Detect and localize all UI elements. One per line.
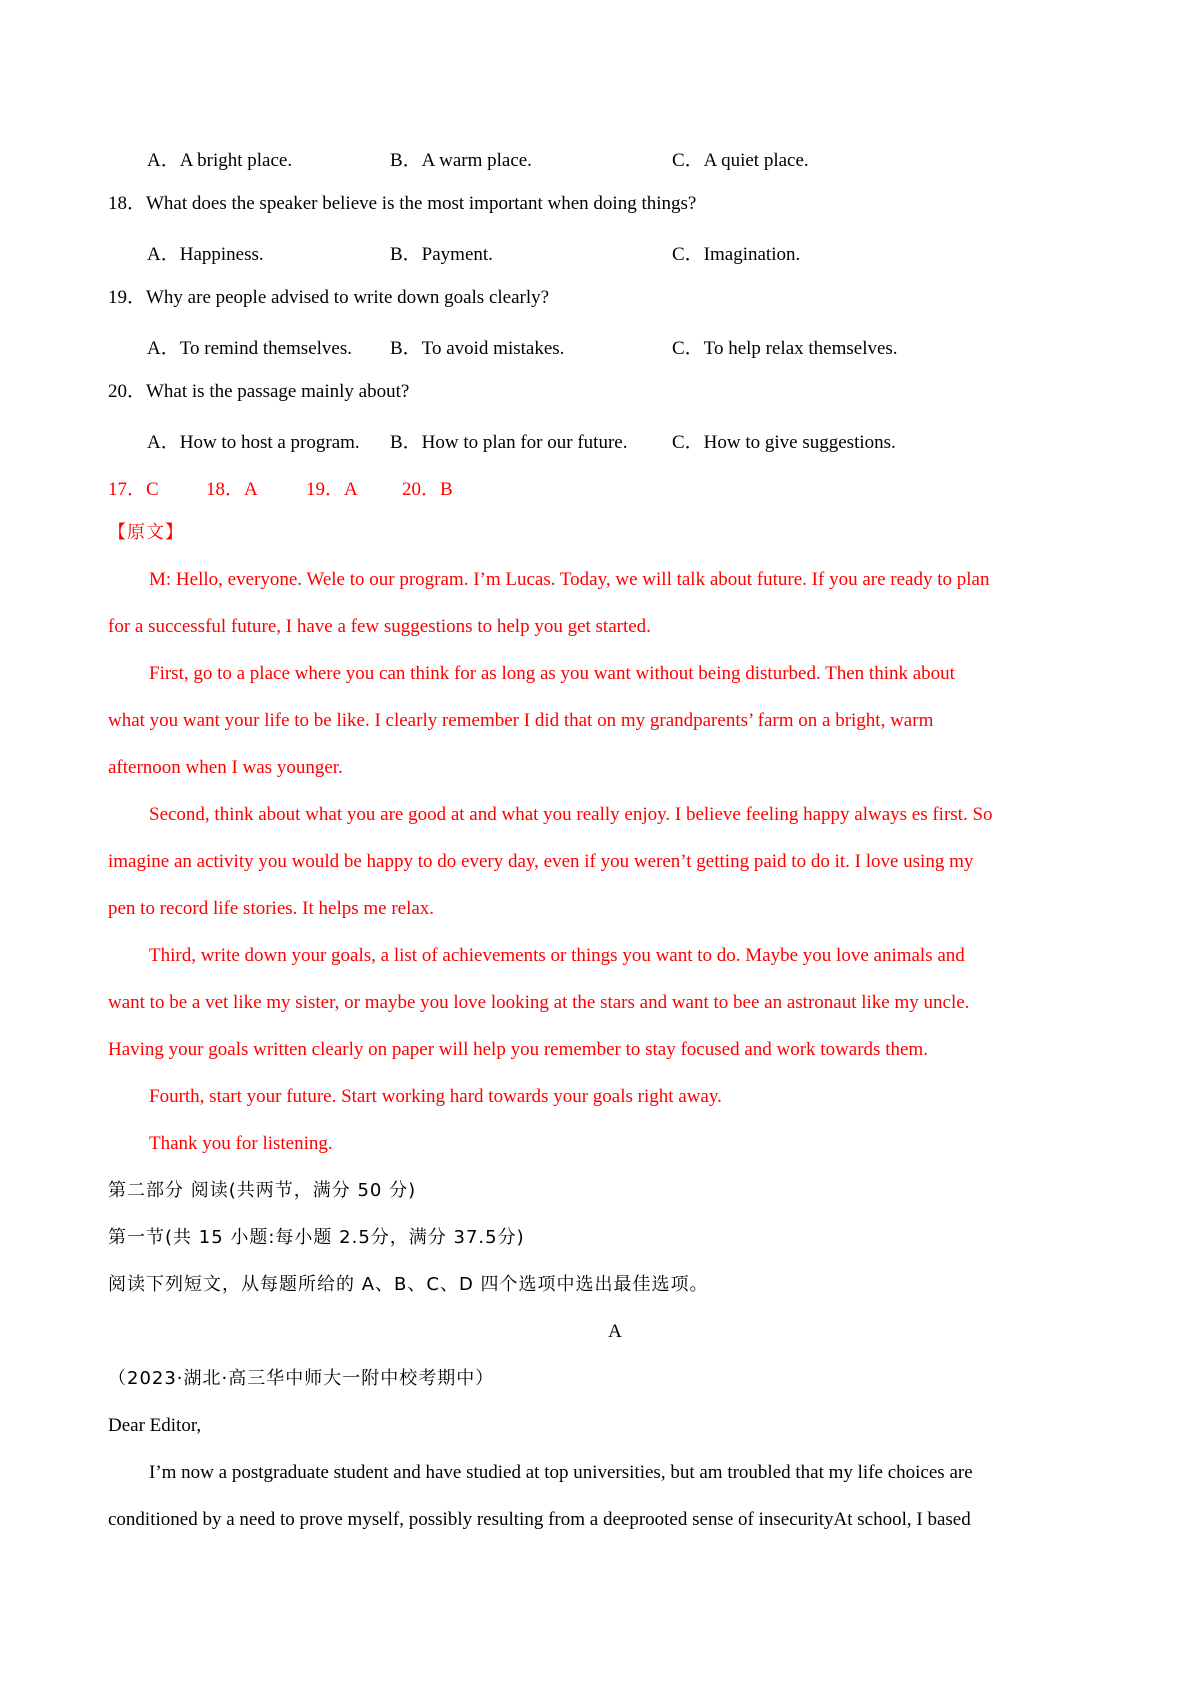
transcript-line: for a successful future, I have a few suggestions to help you get started. [108, 616, 651, 637]
transcript-line: Having your goals written clearly on paper will help you remember to stay focused and work towards them. [108, 1039, 928, 1060]
passage-line: I’m now a postgraduate student and have studied at top universities, but am troubled that my life choices are [149, 1462, 973, 1483]
q17-option-c: C．A quiet place. [672, 150, 809, 171]
letter-salutation: Dear Editor, [108, 1415, 202, 1436]
transcript-line: M: Hello, everyone. Wele to our program. I’m Lucas. Today, we will talk about future. If you are ready to plan [149, 569, 990, 590]
part2-title: 第二部分 阅读(共两节，满分 50 分) [108, 1180, 417, 1201]
transcript-line: Third, write down your goals, a list of achievements or things you want to do. Maybe you love animals and [149, 945, 965, 966]
transcript-line: First, go to a place where you can think for as long as you want without being disturbed. Then think about [149, 663, 955, 684]
transcript-line: Fourth, start your future. Start working hard towards your goals right away. [149, 1086, 722, 1107]
q20-option-a: A．How to host a program. [147, 432, 360, 453]
q20-question: 20．What is the passage mainly about? [108, 381, 410, 402]
transcript-line: afternoon when I was younger. [108, 757, 343, 778]
transcript-line: what you want your life to be like. I clearly remember I did that on my grandparents’ farm on a bright, warm [108, 710, 934, 731]
passage-label: A [608, 1321, 622, 1342]
q19-option-c: C．To help relax themselves. [672, 338, 898, 359]
answer-20: 20．B [402, 479, 453, 500]
q20-option-b: B．How to plan for our future. [390, 432, 628, 453]
q18-question: 18．What does the speaker believe is the most important when doing things? [108, 193, 697, 214]
answer-18: 18．A [206, 479, 258, 500]
q18-option-a: A．Happiness. [147, 244, 264, 265]
q17-option-a: A．A bright place. [147, 150, 293, 171]
q18-option-c: C．Imagination. [672, 244, 801, 265]
transcript-line: want to be a vet like my sister, or maybe you love looking at the stars and want to bee an astronaut like my uncle. [108, 992, 970, 1013]
transcript-heading: 【原文】 [108, 522, 184, 543]
reading-instruction: 阅读下列短文，从每题所给的 A、B、C、D 四个选项中选出最佳选项。 [108, 1274, 709, 1295]
q19-option-a: A．To remind themselves. [147, 338, 352, 359]
q19-question: 19．Why are people advised to write down goals clearly? [108, 287, 550, 308]
answer-19: 19．A [306, 479, 358, 500]
transcript-line: Second, think about what you are good at and what you really enjoy. I believe feeling happy always es first. So [149, 804, 993, 825]
transcript-line: pen to record life stories. It helps me relax. [108, 898, 435, 919]
q18-option-b: B．Payment. [390, 244, 493, 265]
q20-option-c: C．How to give suggestions. [672, 432, 896, 453]
transcript-line: Thank you for listening. [149, 1133, 333, 1154]
q19-option-b: B．To avoid mistakes. [390, 338, 565, 359]
section1-title: 第一节(共 15 小题:每小题 2.5分，满分 37.5分) [108, 1227, 525, 1248]
passage-line: conditioned by a need to prove myself, possibly resulting from a deeprooted sense of insecurityAt school, I based [108, 1509, 971, 1530]
passage-source: （2023·湖北·高三华中师大一附中校考期中） [108, 1368, 495, 1389]
q17-option-b: B．A warm place. [390, 150, 532, 171]
transcript-line: imagine an activity you would be happy to do every day, even if you weren’t getting paid to do it. I love using my [108, 851, 974, 872]
answer-17: 17．C [108, 479, 159, 500]
